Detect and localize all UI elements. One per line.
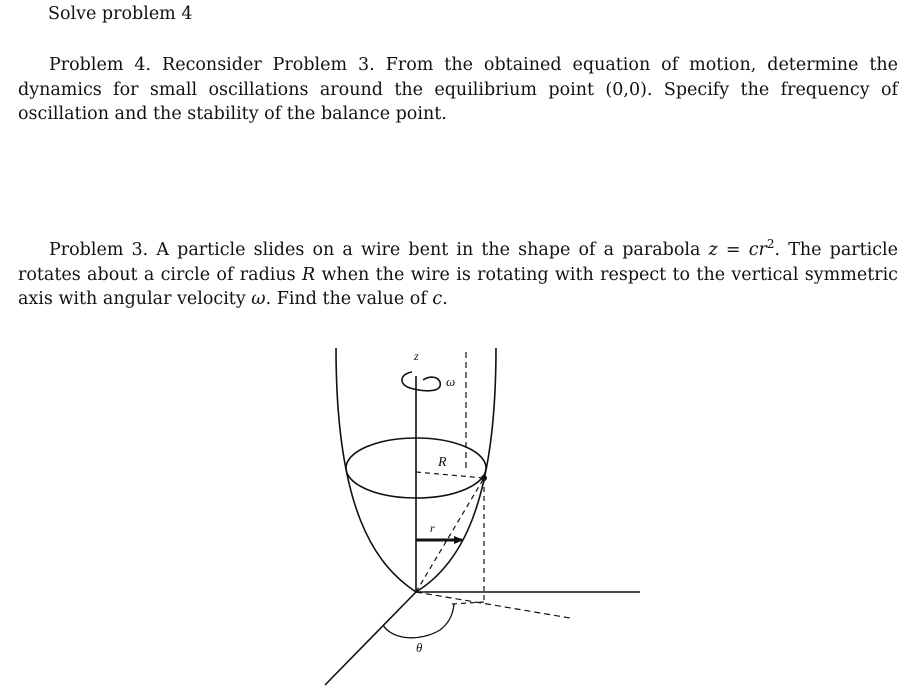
label-z: z (414, 349, 419, 363)
problem-3-mid-1: . The particle rotates about a circle of radius (18, 240, 899, 285)
equation-c: c (748, 240, 759, 260)
equation-equals: = (717, 240, 749, 260)
radius-symbol: R (301, 264, 316, 285)
particle-dot (481, 475, 487, 481)
problem-3-intro: Problem 3. A particle slides on a wire bent in the shape of a parabola (49, 240, 709, 260)
diagonal-axis (325, 592, 416, 685)
label-r: r (430, 521, 435, 535)
parabola-wire-figure (320, 340, 650, 692)
theta-arc (383, 604, 454, 638)
page-heading: Solve problem 4 (48, 4, 193, 24)
ground-dashed-line (416, 592, 570, 618)
equation-z: z (708, 240, 718, 260)
problem-3-mid-2: when the wire is rotating with respect to the vertical symmetric axis with angular velocity (18, 264, 898, 309)
problem-3-mid-3: . Find the value of (265, 289, 433, 309)
label-theta: θ (416, 640, 423, 655)
omega-symbol: ω (251, 289, 266, 309)
problem-4-paragraph: Problem 4. Reconsider Problem 3. From the obtained equation of motion, determine the dynamics for small oscillations around the equilibrium point (0,0). Specify the frequency of oscillation and the stability of the balance point. (18, 55, 898, 124)
problem-3-end: . (442, 289, 448, 309)
problem-3-paragraph (18, 238, 898, 312)
label-omega: ω (446, 374, 456, 389)
label-R: R (438, 455, 447, 470)
c-symbol: c (432, 289, 443, 309)
equation-r: r (758, 240, 767, 260)
radius-dashed-line (416, 472, 484, 478)
equation-exponent: 2 (766, 237, 775, 251)
rotation-arrow-icon (402, 372, 440, 391)
